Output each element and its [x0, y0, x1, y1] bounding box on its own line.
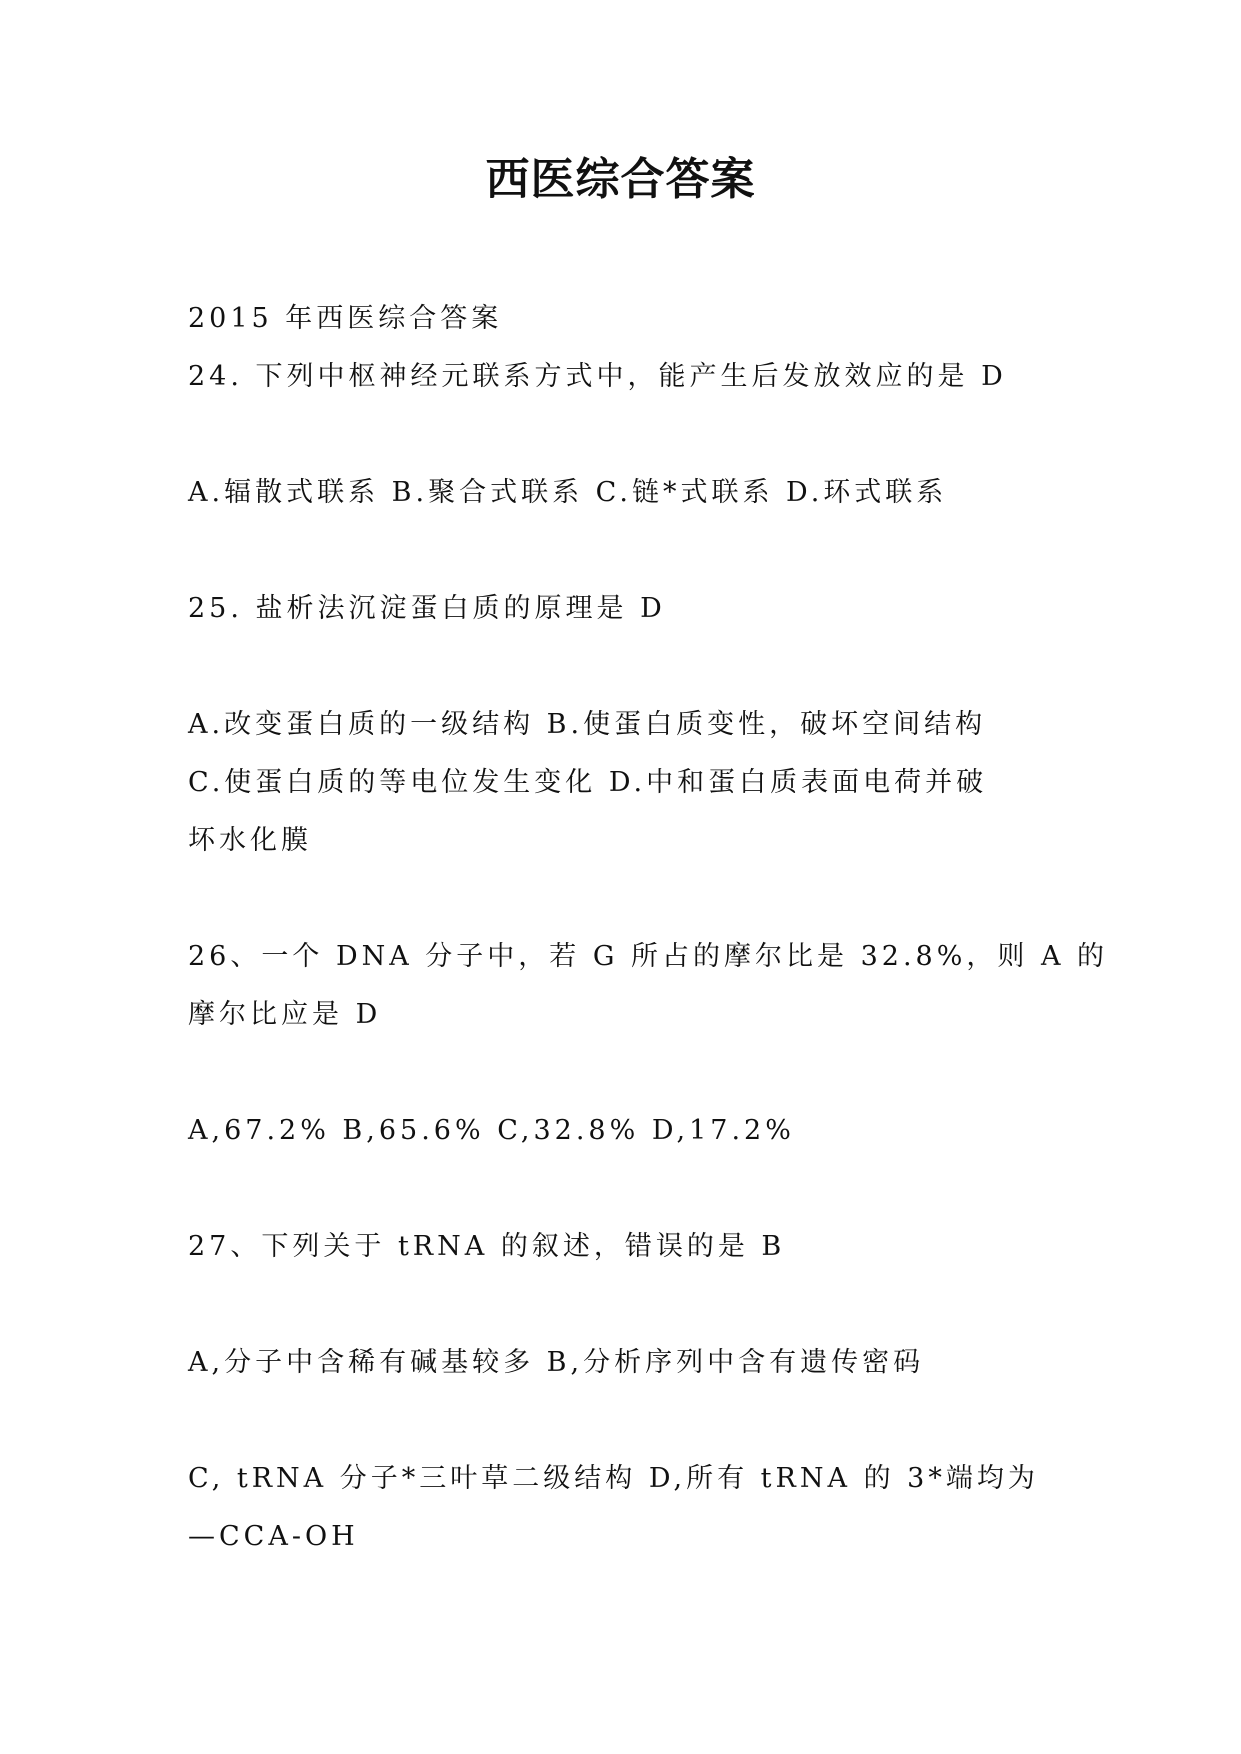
- blank-line: [188, 638, 1058, 696]
- question-27-text: 27、下列关于 tRNA 的叙述，错误的是 B: [188, 1231, 786, 1262]
- page-title: 西医综合答案: [485, 154, 756, 205]
- question-24-options: A.辐散式联系 B.聚合式联系 C.链*式联系 D.环式联系: [188, 477, 948, 508]
- question-27-options-line-1: A,分子中含稀有碱基较多 B,分析序列中含有遗传密码: [188, 1347, 925, 1378]
- blank-line: [188, 406, 1058, 464]
- question-25-text: 25. 盐析法沉淀蛋白质的原理是 D: [188, 593, 666, 624]
- blank-line: [188, 1044, 1058, 1102]
- question-27-options-line-2: C, tRNA 分子*三叶草二级结构 D,所有 tRNA 的 3*端均为: [188, 1463, 1039, 1494]
- blank-line: [188, 870, 1058, 928]
- question-27-options-line-3: —CCA-OH: [188, 1521, 359, 1552]
- blank-line: [188, 1276, 1058, 1334]
- question-25-options-line-3: 坏水化膜: [188, 825, 312, 856]
- question-24-text: 24. 下列中枢神经元联系方式中，能产生后发放效应的是 D: [188, 361, 1007, 392]
- question-26-text-line-2: 摩尔比应是 D: [188, 999, 382, 1030]
- question-26-text-line-1: 26、一个 DNA 分子中，若 G 所占的摩尔比是 32.8%，则 A 的: [188, 941, 1109, 972]
- question-26-options: A,67.2% B,65.6% C,32.8% D,17.2%: [188, 1115, 795, 1146]
- document-body: [188, 290, 1109, 1566]
- question-25-options-line-1: A.改变蛋白质的一级结构 B.使蛋白质变性，破坏空间结构: [188, 709, 987, 740]
- question-25-options-line-2: C.使蛋白质的等电位发生变化 D.中和蛋白质表面电荷并破: [188, 767, 988, 798]
- subtitle-line: 2015 年西医综合答案: [188, 303, 503, 334]
- blank-line: [188, 1392, 1058, 1450]
- blank-line: [188, 522, 1058, 580]
- blank-line: [188, 1160, 1058, 1218]
